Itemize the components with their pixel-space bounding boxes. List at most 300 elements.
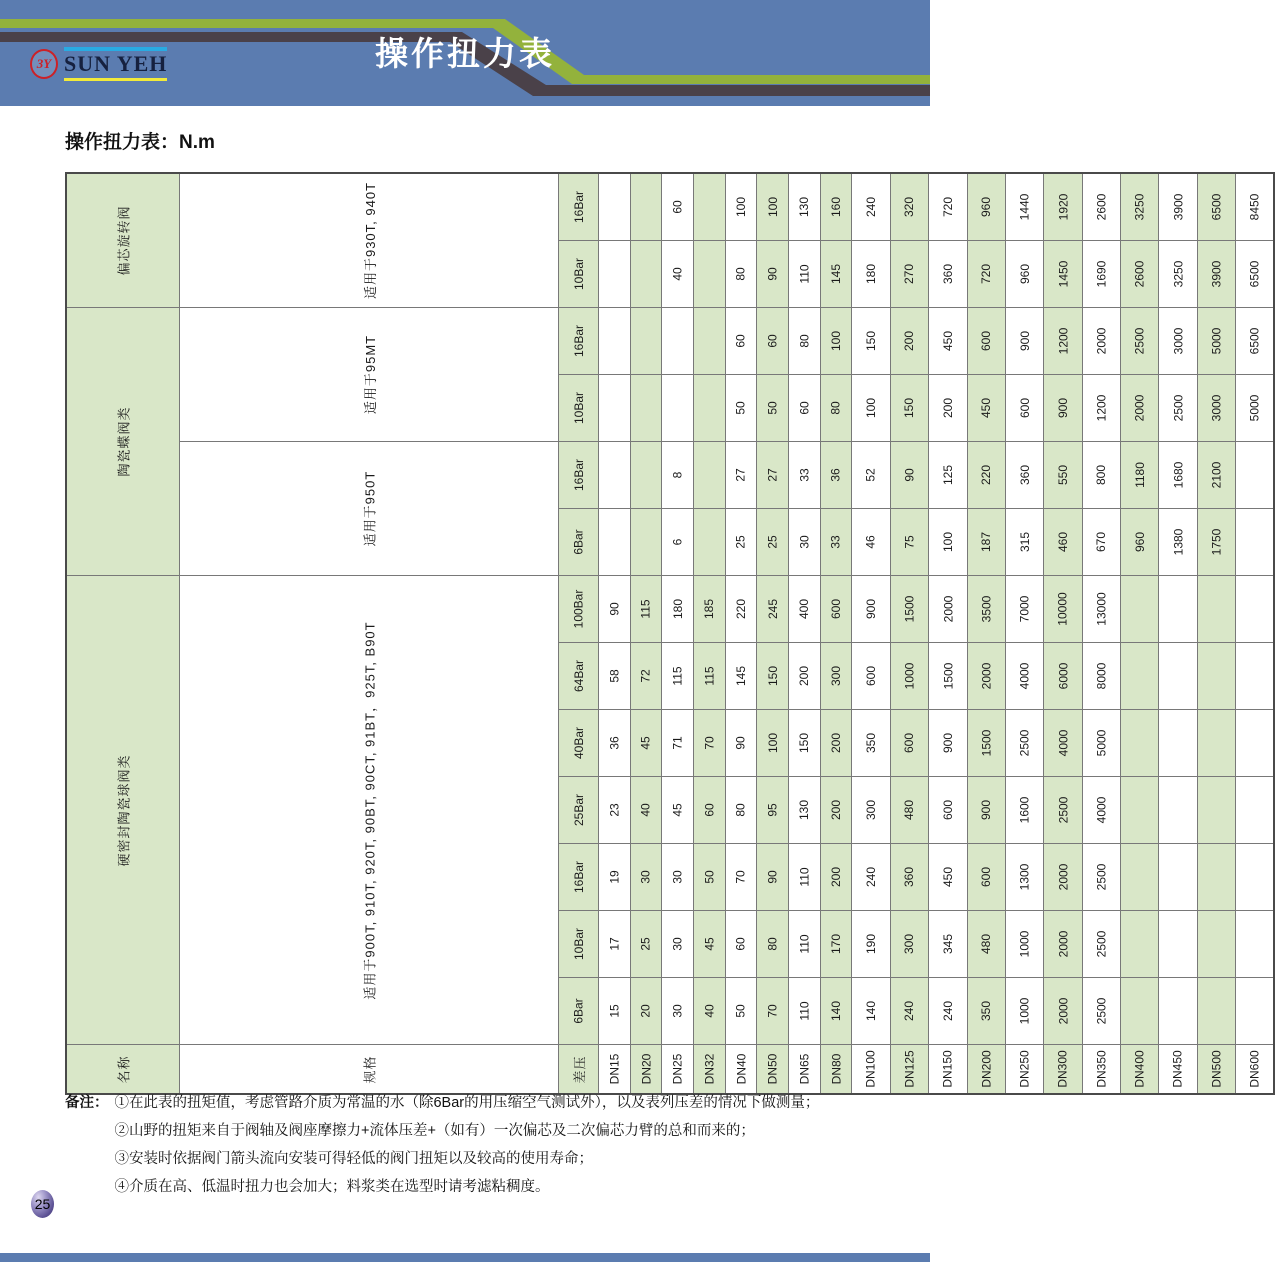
- torque-value-cell-text: 600: [940, 799, 955, 821]
- torque-value-cell: [1236, 643, 1275, 710]
- torque-value-cell: [929, 308, 967, 375]
- torque-value-cell: [757, 978, 789, 1045]
- spec-cell-text: 适用于900T, 910T, 920T, 90BT, 90CT, 91BT，925T, B90T: [362, 620, 378, 1000]
- torque-value-cell: [967, 911, 1005, 978]
- torque-value-cell-text: 8: [670, 471, 685, 479]
- torque-value-cell-text: 150: [864, 330, 879, 352]
- torque-value-cell: [662, 978, 694, 1045]
- torque-value-cell: [789, 509, 821, 576]
- torque-value-cell-text: 2000: [1094, 327, 1109, 355]
- torque-value-cell: [1120, 173, 1158, 241]
- torque-value-cell-text: 130: [797, 799, 812, 821]
- torque-value-cell: [694, 308, 726, 375]
- torque-value-cell: [820, 844, 852, 911]
- torque-value-cell: [1082, 173, 1120, 241]
- torque-value-cell-text: 60: [797, 401, 812, 415]
- note-line: ①在此表的扭矩值，考虑管路介质为常温的水（除6Bar的用压缩空气测试外），以及表列压差的情况下做测量；: [114, 1095, 820, 1111]
- torque-value-cell-text: 345: [940, 933, 955, 955]
- torque-value-cell-text: 450: [940, 330, 955, 352]
- torque-value-cell-text: 360: [940, 263, 955, 285]
- torque-value-cell: [757, 442, 789, 509]
- torque-value-cell-text: 1500: [940, 662, 955, 690]
- torque-value-cell-text: 1300: [1017, 863, 1032, 891]
- dn-header-cell: [967, 1045, 1005, 1095]
- torque-value-cell-text: 80: [829, 401, 844, 415]
- pressure-cell-text: 64Bar: [571, 659, 586, 693]
- group-name-cell: [66, 576, 180, 1045]
- torque-value-cell: [820, 777, 852, 844]
- torque-value-cell-text: 36: [607, 736, 622, 750]
- torque-value-cell-text: 360: [1017, 464, 1032, 486]
- torque-value-cell: [630, 643, 662, 710]
- torque-value-cell-text: 80: [734, 267, 749, 281]
- torque-value-cell: [630, 978, 662, 1045]
- group-name-cell-text: 硬密封陶瓷球阀类: [116, 753, 132, 867]
- torque-value-cell: [852, 442, 890, 509]
- torque-value-cell: [662, 576, 694, 643]
- torque-value-cell-text: 52: [864, 468, 879, 482]
- torque-value-cell: [694, 375, 726, 442]
- torque-value-cell: [1044, 308, 1082, 375]
- torque-table: [65, 172, 1275, 1095]
- torque-value-cell-text: 80: [765, 937, 780, 951]
- torque-value-cell-text: 185: [702, 598, 717, 620]
- torque-value-cell: [630, 844, 662, 911]
- group-name-cell: [66, 308, 180, 576]
- corner-spec-header: [180, 1045, 559, 1095]
- torque-value-cell-text: 6500: [1247, 327, 1262, 355]
- torque-value-cell: [789, 442, 821, 509]
- torque-value-cell: [1236, 777, 1275, 844]
- torque-value-cell-text: 150: [797, 732, 812, 754]
- dn-header-cell-text: DN450: [1171, 1050, 1186, 1088]
- torque-value-cell-text: 4000: [1017, 662, 1032, 690]
- dn-header-cell: [725, 1045, 757, 1095]
- torque-value-cell-text: 900: [1055, 397, 1070, 419]
- torque-value-cell-text: 350: [864, 732, 879, 754]
- torque-value-cell: [789, 241, 821, 308]
- torque-value-cell-text: 2500: [1017, 729, 1032, 757]
- torque-value-cell: [757, 777, 789, 844]
- torque-value-cell-text: 2500: [1094, 930, 1109, 958]
- torque-value-cell: [852, 509, 890, 576]
- torque-value-cell: [757, 241, 789, 308]
- dn-header-cell: [694, 1045, 726, 1095]
- torque-value-cell: [1082, 844, 1120, 911]
- torque-value-cell: [929, 643, 967, 710]
- torque-value-cell-text: 1000: [902, 662, 917, 690]
- torque-value-cell: [1120, 911, 1158, 978]
- torque-value-cell-text: 1600: [1017, 796, 1032, 824]
- torque-value-cell-text: 3500: [979, 595, 994, 623]
- torque-value-cell: [1082, 576, 1120, 643]
- spec-cell-text: 适用于950T: [362, 470, 378, 547]
- torque-value-cell-text: 900: [1017, 330, 1032, 352]
- torque-value-cell-text: 3900: [1209, 260, 1224, 288]
- torque-value-cell: [1236, 308, 1275, 375]
- torque-value-cell: [1236, 442, 1275, 509]
- torque-value-cell: [1197, 777, 1235, 844]
- torque-value-cell: [1044, 375, 1082, 442]
- torque-value-cell: [967, 173, 1005, 241]
- torque-value-cell: [598, 978, 630, 1045]
- torque-value-cell-text: 190: [864, 933, 879, 955]
- torque-value-cell: [1159, 509, 1197, 576]
- pressure-cell: [559, 442, 599, 509]
- torque-value-cell-text: 10000: [1055, 592, 1070, 626]
- torque-value-cell-text: 30: [797, 535, 812, 549]
- dn-header-cell: [1005, 1045, 1043, 1095]
- torque-value-cell-text: 45: [670, 803, 685, 817]
- torque-value-cell: [662, 173, 694, 241]
- torque-value-cell-text: 960: [1132, 531, 1147, 553]
- torque-value-cell: [1236, 375, 1275, 442]
- torque-value-cell: [929, 375, 967, 442]
- torque-value-cell: [1005, 442, 1043, 509]
- torque-value-cell: [757, 509, 789, 576]
- torque-value-cell: [694, 241, 726, 308]
- dn-header-cell-text: DN65: [797, 1053, 812, 1085]
- torque-value-cell: [890, 173, 928, 241]
- torque-value-cell: [852, 241, 890, 308]
- torque-value-cell-text: 900: [940, 732, 955, 754]
- torque-value-cell-text: 50: [734, 401, 749, 415]
- torque-value-cell: [929, 777, 967, 844]
- torque-value-cell: [890, 710, 928, 777]
- group-name-cell-text: 陶瓷蝶阀类: [116, 406, 132, 477]
- spec-cell: [180, 308, 559, 442]
- pressure-cell-text: 6Bar: [571, 529, 586, 555]
- torque-value-cell-text: 100: [940, 531, 955, 553]
- torque-value-cell-text: 100: [829, 330, 844, 352]
- torque-value-cell: [757, 173, 789, 241]
- torque-value-cell: [1197, 509, 1235, 576]
- torque-value-cell: [789, 844, 821, 911]
- dn-header-cell: [1120, 1045, 1158, 1095]
- page-header: [0, 0, 930, 106]
- torque-value-cell: [694, 710, 726, 777]
- torque-value-cell: [1120, 576, 1158, 643]
- torque-value-cell-text: 2500: [1132, 327, 1147, 355]
- torque-value-cell: [820, 710, 852, 777]
- torque-value-cell-text: 2000: [1055, 997, 1070, 1025]
- notes-list: [115, 1090, 820, 1202]
- torque-value-cell-text: 115: [670, 666, 685, 686]
- torque-value-cell: [890, 442, 928, 509]
- torque-value-cell: [929, 911, 967, 978]
- dn-header-cell: [929, 1045, 967, 1095]
- torque-value-cell: [967, 509, 1005, 576]
- dn-header-cell-text: DN150: [940, 1050, 955, 1088]
- torque-value-cell-text: 5000: [1247, 394, 1262, 422]
- torque-value-cell: [1082, 710, 1120, 777]
- torque-value-cell: [820, 442, 852, 509]
- torque-value-cell-text: 240: [864, 866, 879, 888]
- torque-value-cell-text: 1000: [1017, 930, 1032, 958]
- note-line: ③安装时依据阀门箭头流向安装可得轻低的阀门扭矩以及较高的使用寿命；: [114, 1150, 593, 1167]
- torque-value-cell-text: 200: [940, 397, 955, 419]
- torque-value-cell-text: 720: [979, 263, 994, 285]
- torque-value-cell-text: 150: [765, 665, 780, 687]
- torque-value-cell: [1159, 576, 1197, 643]
- torque-value-cell: [598, 777, 630, 844]
- torque-value-cell-text: 1200: [1055, 327, 1070, 355]
- torque-value-cell: [1044, 576, 1082, 643]
- pressure-cell: [559, 844, 599, 911]
- pressure-cell: [559, 375, 599, 442]
- torque-value-cell: [1159, 777, 1197, 844]
- torque-value-cell-text: 1000: [1017, 997, 1032, 1025]
- dn-header-cell-text: DN25: [670, 1053, 685, 1085]
- torque-value-cell-text: 125: [940, 464, 955, 486]
- torque-value-cell: [598, 509, 630, 576]
- torque-value-cell-text: 720: [940, 196, 955, 218]
- torque-value-cell-text: 200: [829, 732, 844, 754]
- group-name-cell: [66, 173, 180, 308]
- pressure-cell: [559, 308, 599, 375]
- torque-value-cell: [1159, 173, 1197, 241]
- torque-value-cell: [890, 576, 928, 643]
- corner-pressure-header-text: 差压: [572, 1054, 588, 1084]
- torque-value-cell: [630, 509, 662, 576]
- torque-value-cell-text: 50: [702, 870, 717, 884]
- torque-value-cell-text: 360: [902, 866, 917, 888]
- torque-value-cell-text: 90: [734, 736, 749, 750]
- torque-value-cell: [1236, 241, 1275, 308]
- dn-header-cell-text: DN80: [829, 1053, 844, 1085]
- notes-section: [65, 1090, 885, 1202]
- torque-value-cell-text: 1680: [1171, 461, 1186, 489]
- torque-value-cell: [598, 576, 630, 643]
- torque-value-cell-text: 1500: [902, 595, 917, 623]
- torque-value-cell: [1082, 643, 1120, 710]
- dn-header-cell: [852, 1045, 890, 1095]
- dn-header-cell: [1236, 1045, 1275, 1095]
- corner-name-header: [66, 1045, 180, 1095]
- pressure-cell-text: 16Bar: [571, 190, 586, 224]
- pressure-cell: [559, 576, 599, 643]
- dn-header-cell-text: DN400: [1132, 1050, 1147, 1088]
- torque-value-cell: [1120, 710, 1158, 777]
- torque-value-cell-text: 450: [940, 866, 955, 888]
- torque-value-cell: [1005, 911, 1043, 978]
- torque-value-cell: [852, 308, 890, 375]
- pressure-cell-text: 16Bar: [571, 458, 586, 492]
- torque-value-cell: [757, 375, 789, 442]
- torque-value-cell-text: 6500: [1247, 260, 1262, 288]
- torque-value-cell-text: 300: [864, 799, 879, 821]
- torque-value-cell-text: 600: [902, 732, 917, 754]
- torque-value-cell-text: 50: [734, 1004, 749, 1018]
- torque-value-cell-text: 550: [1055, 464, 1070, 486]
- dn-header-cell-text: DN40: [734, 1053, 749, 1085]
- torque-value-cell: [725, 442, 757, 509]
- torque-value-cell: [820, 978, 852, 1045]
- torque-value-cell: [598, 375, 630, 442]
- torque-value-cell-text: 19: [607, 870, 622, 884]
- pressure-cell-text: 25Bar: [571, 793, 586, 827]
- torque-value-cell: [789, 710, 821, 777]
- pressure-cell: [559, 173, 599, 241]
- torque-value-cell: [1236, 978, 1275, 1045]
- torque-value-cell-text: 245: [765, 598, 780, 620]
- torque-value-cell-text: 170: [829, 933, 844, 955]
- torque-value-cell-text: 8000: [1094, 662, 1109, 690]
- corner-spec-header-text: 规格: [362, 1054, 378, 1084]
- torque-value-cell-text: 5000: [1094, 729, 1109, 757]
- dn-header-cell: [1159, 1045, 1197, 1095]
- torque-value-cell: [694, 442, 726, 509]
- torque-value-cell: [630, 375, 662, 442]
- torque-value-cell-text: 110: [797, 934, 812, 954]
- torque-value-cell: [694, 911, 726, 978]
- torque-value-cell: [662, 844, 694, 911]
- torque-value-cell-text: 58: [607, 669, 622, 683]
- torque-value-cell: [630, 308, 662, 375]
- pressure-cell: [559, 777, 599, 844]
- torque-value-cell-text: 600: [979, 866, 994, 888]
- torque-value-cell: [725, 643, 757, 710]
- torque-value-cell-text: 1380: [1171, 528, 1186, 556]
- torque-value-cell-text: 2500: [1055, 796, 1070, 824]
- dn-header-cell-text: DN15: [607, 1053, 622, 1085]
- dn-header-cell-text: DN32: [702, 1053, 717, 1085]
- torque-value-cell: [1120, 844, 1158, 911]
- pressure-cell-text: 16Bar: [571, 860, 586, 894]
- torque-value-cell: [757, 643, 789, 710]
- torque-value-cell: [967, 777, 1005, 844]
- torque-value-cell: [694, 173, 726, 241]
- torque-value-cell-text: 240: [864, 196, 879, 218]
- torque-value-cell: [967, 375, 1005, 442]
- note-line: ④介质在高、低温时扭力也会加大；料浆类在选型时请考滤粘稠度。: [114, 1178, 550, 1195]
- torque-value-cell-text: 160: [829, 196, 844, 218]
- torque-value-cell: [967, 241, 1005, 308]
- torque-value-cell-text: 60: [670, 200, 685, 214]
- torque-value-cell-text: 2000: [940, 595, 955, 623]
- torque-value-cell-text: 300: [829, 665, 844, 687]
- torque-value-cell-text: 2000: [1055, 863, 1070, 891]
- torque-value-cell: [789, 978, 821, 1045]
- torque-value-cell-text: 40: [638, 803, 653, 817]
- note-line: ②山野的扭矩来自于阀轴及阀座摩擦力+流体压差+（如有）一次偏芯及二次偏芯力臂的总和而来的；: [114, 1122, 755, 1139]
- torque-value-cell-text: 30: [670, 937, 685, 951]
- torque-value-cell: [1005, 509, 1043, 576]
- torque-value-cell: [1197, 241, 1235, 308]
- dn-header-cell-text: DN125: [902, 1050, 917, 1088]
- torque-value-cell: [789, 308, 821, 375]
- torque-value-cell: [929, 576, 967, 643]
- torque-value-cell: [694, 844, 726, 911]
- dn-header-cell-text: DN250: [1017, 1050, 1032, 1088]
- dn-header-cell-text: DN20: [638, 1053, 653, 1085]
- torque-value-cell: [1197, 576, 1235, 643]
- torque-value-cell-text: 400: [797, 598, 812, 620]
- torque-value-cell: [1044, 777, 1082, 844]
- torque-value-cell-text: 8450: [1247, 193, 1262, 221]
- torque-value-cell-text: 315: [1017, 531, 1032, 553]
- torque-value-cell: [1005, 241, 1043, 308]
- torque-value-cell: [694, 777, 726, 844]
- torque-value-cell: [890, 978, 928, 1045]
- torque-value-cell-text: 960: [979, 196, 994, 218]
- torque-value-cell: [967, 710, 1005, 777]
- torque-value-cell: [967, 978, 1005, 1045]
- torque-value-cell-text: 460: [1055, 531, 1070, 553]
- torque-value-cell: [929, 978, 967, 1045]
- torque-value-cell: [1082, 509, 1120, 576]
- torque-value-cell: [757, 710, 789, 777]
- torque-value-cell: [662, 241, 694, 308]
- torque-value-cell-text: 33: [829, 535, 844, 549]
- torque-value-cell: [890, 643, 928, 710]
- torque-value-cell-text: 3000: [1171, 327, 1186, 355]
- torque-value-cell: [852, 375, 890, 442]
- torque-value-cell: [789, 576, 821, 643]
- torque-value-cell: [598, 710, 630, 777]
- torque-value-cell: [1159, 710, 1197, 777]
- pressure-cell-text: 40Bar: [571, 726, 586, 760]
- torque-value-cell-text: 3000: [1209, 394, 1224, 422]
- torque-value-cell: [967, 308, 1005, 375]
- torque-value-cell: [1044, 643, 1082, 710]
- footer-bar: [0, 1253, 930, 1262]
- torque-value-cell-text: 75: [902, 535, 917, 549]
- dn-header-cell-text: DN100: [864, 1050, 879, 1088]
- torque-value-cell: [725, 710, 757, 777]
- torque-table-grid: [65, 172, 1275, 1095]
- torque-value-cell-text: 80: [734, 803, 749, 817]
- torque-value-cell: [662, 509, 694, 576]
- spec-cell-text: 适用于95MT: [362, 334, 378, 415]
- torque-value-cell: [662, 643, 694, 710]
- torque-value-cell-text: 1200: [1094, 394, 1109, 422]
- torque-value-cell: [694, 978, 726, 1045]
- torque-value-cell: [1082, 375, 1120, 442]
- torque-value-cell: [662, 375, 694, 442]
- torque-value-cell-text: 17: [607, 937, 622, 951]
- dn-header-cell: [1197, 1045, 1235, 1095]
- torque-value-cell-text: 1500: [979, 729, 994, 757]
- torque-value-cell: [852, 710, 890, 777]
- torque-value-cell-text: 80: [797, 334, 812, 348]
- torque-value-cell-text: 900: [864, 598, 879, 620]
- torque-value-cell-text: 110: [797, 1001, 812, 1021]
- torque-value-cell-text: 3250: [1132, 193, 1147, 221]
- torque-value-cell-text: 23: [607, 803, 622, 817]
- torque-value-cell-text: 71: [670, 736, 685, 750]
- torque-value-cell: [598, 442, 630, 509]
- torque-value-cell-text: 145: [734, 665, 749, 687]
- group-name-cell-text: 偏芯旋转阀: [116, 205, 132, 276]
- torque-value-cell-text: 2600: [1094, 193, 1109, 221]
- torque-value-cell-text: 30: [638, 870, 653, 884]
- torque-value-cell: [725, 911, 757, 978]
- torque-value-cell: [1159, 308, 1197, 375]
- dn-header-cell-text: DN500: [1209, 1050, 1224, 1088]
- torque-value-cell: [662, 308, 694, 375]
- torque-value-cell: [630, 710, 662, 777]
- torque-value-cell: [630, 576, 662, 643]
- pressure-cell-text: 100Bar: [571, 589, 586, 629]
- logo-3y-emblem: 3Y: [30, 49, 58, 79]
- spec-cell: [180, 442, 559, 576]
- torque-value-cell: [1197, 442, 1235, 509]
- torque-value-cell: [1120, 509, 1158, 576]
- torque-value-cell: [1197, 844, 1235, 911]
- torque-value-cell: [662, 911, 694, 978]
- torque-value-cell-text: 115: [702, 666, 717, 686]
